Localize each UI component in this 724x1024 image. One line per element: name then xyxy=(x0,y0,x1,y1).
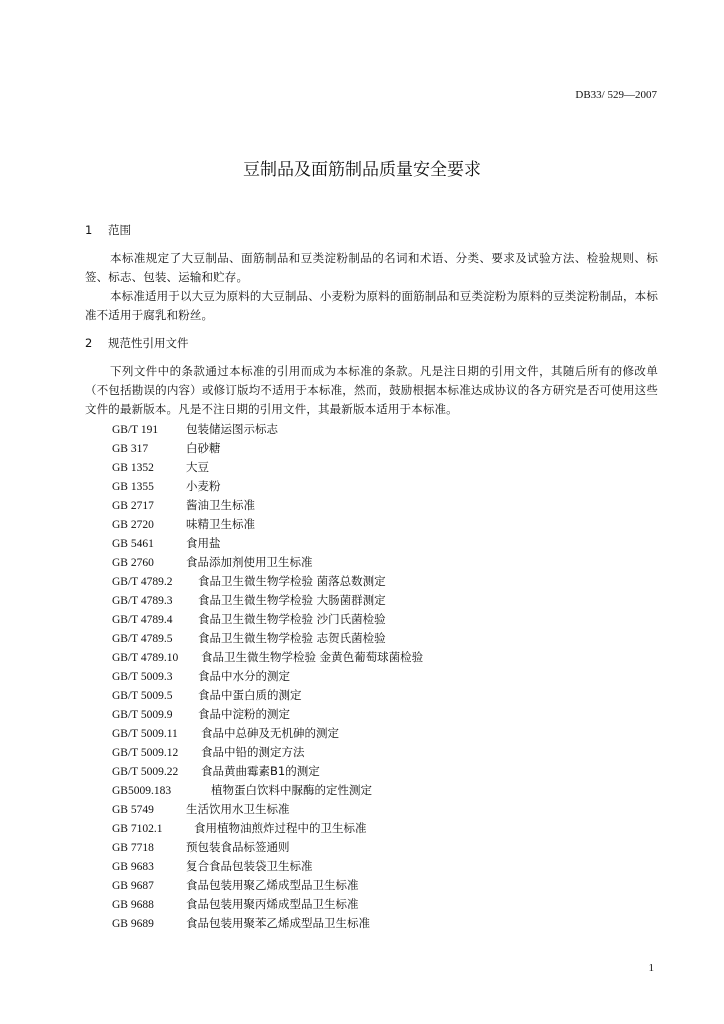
section-title: 范围 xyxy=(108,223,131,237)
reference-code: GB 1352 xyxy=(112,462,154,474)
reference-item xyxy=(112,876,423,895)
paragraph: 下列文件中的条款通过本标准的引用而成为本标准的条款。凡是注日期的引用文件，其随后所有的修改单（不包括勘误的内容）或修订版均不适用于本标准，然而，鼓励根据本标准达成协议的各方研究是否可使用这些文件的最新版本。凡是不注日期的引用文件，其最新版本适用于本标准。 xyxy=(85,364,658,416)
reference-item xyxy=(112,610,423,629)
reference-code: GB 9689 xyxy=(112,918,154,930)
reference-item xyxy=(112,648,423,667)
reference-code: GB/T 4789.4 xyxy=(112,614,173,626)
reference-item xyxy=(112,420,423,439)
reference-title: 食用植物油煎炸过程中的卫生标准 xyxy=(194,821,367,835)
section-heading-normative-references xyxy=(85,335,189,351)
reference-item xyxy=(112,838,423,857)
reference-title: 食品卫生微生物学检验 沙门氏菌检验 xyxy=(198,612,386,626)
section-number: 1 xyxy=(85,223,93,237)
reference-item xyxy=(112,895,423,914)
reference-item xyxy=(112,762,423,781)
reference-code: GB 317 xyxy=(112,443,149,455)
reference-title: 食品卫生微生物学检验 大肠菌群测定 xyxy=(198,593,386,607)
reference-code: GB/T 5009.5 xyxy=(112,690,173,702)
reference-title: 食品包装用聚乙烯成型品卫生标准 xyxy=(186,878,359,892)
reference-code: GB 1355 xyxy=(112,481,154,493)
document-code: DB33/ 529—2007 xyxy=(575,89,657,101)
reference-code: GB/T 5009.9 xyxy=(112,709,173,721)
reference-code: GB/T 4789.10 xyxy=(112,652,179,664)
reference-item xyxy=(112,743,423,762)
reference-title: 食品中淀粉的测定 xyxy=(198,707,290,721)
reference-title: 白砂糖 xyxy=(186,441,221,455)
reference-title: 食品中蛋白质的测定 xyxy=(198,688,302,702)
reference-code: GB/T 5009.22 xyxy=(112,766,179,778)
reference-item xyxy=(112,458,423,477)
section-heading-scope xyxy=(85,222,131,238)
reference-item xyxy=(112,724,423,743)
reference-item xyxy=(112,534,423,553)
reference-item xyxy=(112,686,423,705)
reference-code: GB/T 5009.11 xyxy=(112,728,178,740)
reference-title: 食品卫生微生物学检验 志贺氏菌检验 xyxy=(198,631,386,645)
reference-item xyxy=(112,477,423,496)
reference-title: 食品中总砷及无机砷的测定 xyxy=(201,726,339,740)
reference-item xyxy=(112,629,423,648)
reference-code: GB 7102.1 xyxy=(112,823,163,835)
reference-item xyxy=(112,515,423,534)
reference-code: GB 9683 xyxy=(112,861,154,873)
reference-item xyxy=(112,591,423,610)
reference-title: 食品包装用聚丙烯成型品卫生标准 xyxy=(186,897,359,911)
reference-code: GB 7718 xyxy=(112,842,154,854)
section-number: 2 xyxy=(85,336,93,350)
reference-item xyxy=(112,914,423,933)
reference-title: 酱油卫生标准 xyxy=(186,498,255,512)
reference-code: GB 9687 xyxy=(112,880,154,892)
document-title: 豆制品及面筋制品质量安全要求 xyxy=(243,160,481,180)
section-title: 规范性引用文件 xyxy=(108,336,189,350)
reference-title: 食品中铅的测定方法 xyxy=(201,745,305,759)
reference-code: GB/T 5009.3 xyxy=(112,671,173,683)
paragraph: 本标准适用于以大豆为原料的大豆制品、小麦粉为原料的面筋制品和豆类淀粉为原料的豆类淀粉制品，本标准不适用于腐乳和粉丝。 xyxy=(85,289,658,322)
reference-code: GB 2720 xyxy=(112,519,154,531)
page-number: 1 xyxy=(648,962,654,974)
reference-title: 食用盐 xyxy=(186,536,221,550)
reference-code: GB 2717 xyxy=(112,500,154,512)
reference-code: GB 5749 xyxy=(112,804,154,816)
reference-title: 食品中水分的测定 xyxy=(198,669,290,683)
reference-title: 预包装食品标签通则 xyxy=(186,840,290,854)
reference-item xyxy=(112,572,423,591)
reference-code: GB/T 4789.5 xyxy=(112,633,173,645)
reference-item xyxy=(112,553,423,572)
reference-item xyxy=(112,496,423,515)
reference-code: GB/T 4789.3 xyxy=(112,595,173,607)
reference-title: 复合食品包装袋卫生标准 xyxy=(186,859,313,873)
reference-code: GB 5461 xyxy=(112,538,154,550)
reference-title: 食品黄曲霉素B1的测定 xyxy=(201,764,320,778)
reference-title: 食品卫生微生物学检验 菌落总数测定 xyxy=(198,574,386,588)
reference-list xyxy=(112,420,423,933)
reference-item xyxy=(112,781,423,800)
reference-item xyxy=(112,819,423,838)
reference-item xyxy=(112,800,423,819)
paragraph: 本标准规定了大豆制品、面筋制品和豆类淀粉制品的名词和术语、分类、要求及试验方法、检验规则、标签、标志、包装、运输和贮存。 xyxy=(85,251,658,284)
reference-title: 食品添加剂使用卫生标准 xyxy=(186,555,313,569)
reference-title: 包装储运图示标志 xyxy=(186,422,278,436)
reference-title: 食品包装用聚苯乙烯成型品卫生标准 xyxy=(186,916,370,930)
reference-code: GB 2760 xyxy=(112,557,154,569)
reference-code: GB5009.183 xyxy=(112,785,172,797)
reference-code: GB 9688 xyxy=(112,899,154,911)
reference-item xyxy=(112,857,423,876)
reference-title: 小麦粉 xyxy=(186,479,221,493)
reference-code: GB/T 5009.12 xyxy=(112,747,179,759)
reference-item xyxy=(112,439,423,458)
reference-title: 植物蛋白饮料中脲酶的定性测定 xyxy=(211,783,372,797)
reference-item xyxy=(112,667,423,686)
reference-title: 味精卫生标准 xyxy=(186,517,255,531)
reference-title: 食品卫生微生物学检验 金黄色葡萄球菌检验 xyxy=(201,650,424,664)
reference-title: 大豆 xyxy=(186,460,209,474)
reference-code: GB/T 191 xyxy=(112,424,159,436)
reference-item xyxy=(112,705,423,724)
reference-title: 生活饮用水卫生标准 xyxy=(186,802,290,816)
reference-code: GB/T 4789.2 xyxy=(112,576,173,588)
